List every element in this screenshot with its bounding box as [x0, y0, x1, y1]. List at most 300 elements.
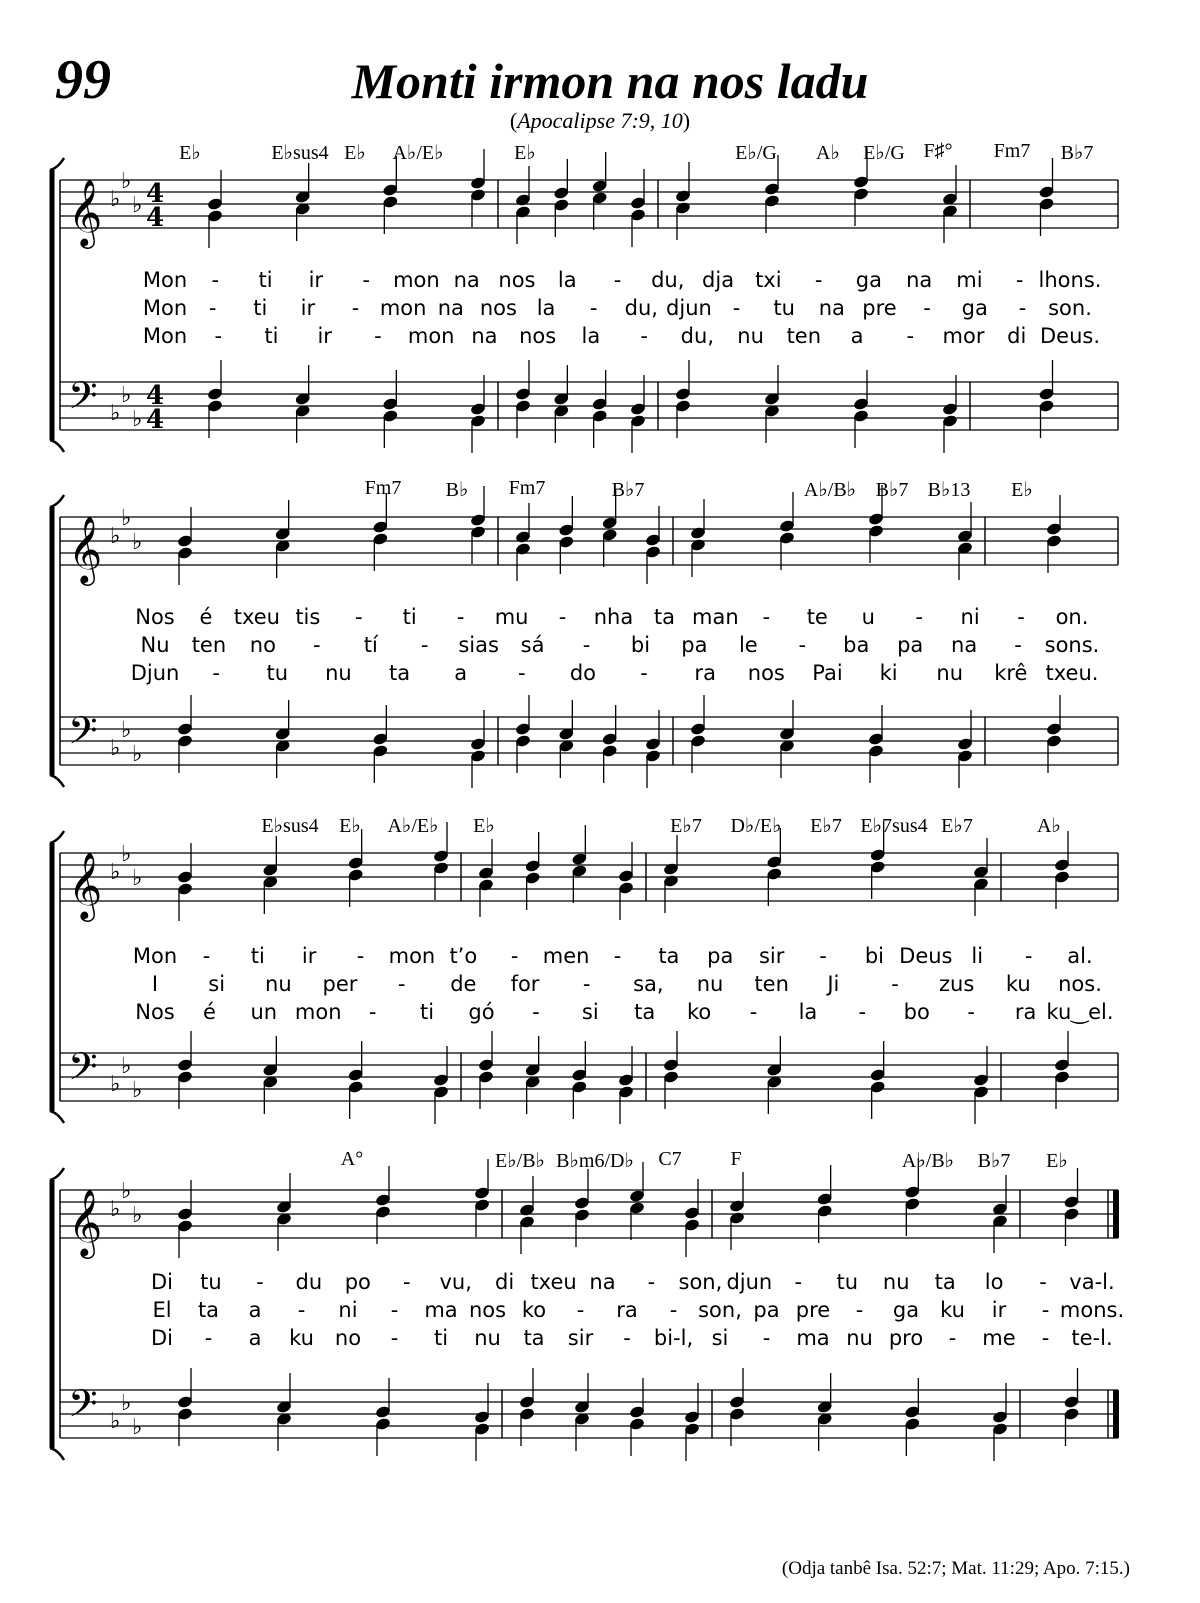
key-flat-icon: ♭ — [132, 193, 143, 218]
syllable-hyphen: - — [915, 605, 923, 629]
lyric-syllable: txi — [755, 268, 782, 292]
lyric-syllable: Mon — [132, 944, 178, 968]
syllable-hyphen: - — [819, 944, 827, 968]
syllable-hyphen: - — [623, 1326, 631, 1350]
chord-symbol: Fm7 — [508, 477, 546, 499]
lyric-syllable: mon — [407, 324, 455, 348]
lyric-syllable: son, — [698, 1298, 742, 1322]
treble-clef-icon: 𝄞 — [68, 178, 103, 246]
syllable-hyphen: - — [211, 268, 220, 292]
bass-clef-icon: 𝄢 — [68, 373, 98, 427]
lyric-syllable: ir — [317, 324, 332, 348]
bracket-hook — [50, 495, 64, 507]
lyric-syllable: me — [982, 1326, 1016, 1350]
key-flat-icon: ♭ — [121, 383, 132, 408]
lyric-syllable: nu — [265, 972, 292, 996]
syllable-hyphen: - — [613, 944, 622, 968]
syllable-hyphen: - — [402, 1270, 411, 1294]
chord-symbol: B♭13 — [927, 479, 971, 501]
chord-symbol: E♭7 — [670, 815, 702, 837]
lyric-syllable: ma — [424, 1298, 458, 1322]
lyric-syllable: sá — [520, 633, 545, 657]
lyric-syllable: ti — [253, 296, 268, 320]
lyric-syllable: ba — [843, 633, 870, 657]
syllable-hyphen: - — [202, 944, 211, 968]
lyric-syllable: di — [495, 1270, 515, 1294]
chord-symbol: E♭sus4 — [271, 142, 329, 164]
bracket-hook — [50, 440, 64, 452]
lyric-syllable: mon — [379, 296, 427, 320]
syllable-hyphen: - — [390, 1298, 399, 1322]
lyric-syllable: txeu. — [1045, 661, 1099, 685]
syllable-hyphen: - — [1024, 944, 1033, 968]
chord-symbol: A♭/E♭ — [392, 142, 444, 164]
syllable-hyphen: - — [647, 1270, 656, 1294]
syllable-hyphen: - — [368, 1000, 377, 1024]
lyric-syllable: la — [536, 296, 556, 320]
syllable-hyphen: - — [532, 1000, 540, 1024]
lyric-syllable: a — [248, 1298, 262, 1322]
syllable-hyphen: - — [354, 605, 363, 629]
syllable-hyphen: - — [732, 296, 741, 320]
lyric-syllable: ta — [523, 1326, 545, 1350]
lyric-syllable: pro — [888, 1326, 924, 1350]
syllable-hyphen: - — [1041, 1298, 1050, 1322]
chord-symbol: E♭/G — [863, 142, 905, 164]
syllable-hyphen: - — [858, 1000, 867, 1024]
bass-clef-icon: 𝄢 — [68, 1044, 98, 1098]
syllable-hyphen: - — [1015, 268, 1024, 292]
chord-symbol: E♭7 — [941, 815, 973, 837]
lyric-syllable: si — [711, 1326, 729, 1350]
final-barline-thick — [1113, 1390, 1119, 1438]
lyric-syllable: on. — [1055, 605, 1089, 629]
chord-symbol: E♭ — [514, 142, 536, 164]
syllable-hyphen: - — [640, 324, 648, 348]
lyric-syllable: tu — [836, 1270, 859, 1294]
key-flat-icon: ♭ — [121, 1391, 132, 1416]
key-flat-icon: ♭ — [121, 506, 132, 531]
lyric-syllable: ta — [934, 1270, 956, 1294]
syllable-hyphen: - — [589, 296, 598, 320]
bracket-hook — [50, 775, 64, 787]
bass-clef-icon: 𝄢 — [68, 1381, 98, 1435]
bass-clef-icon: 𝄢 — [68, 708, 98, 762]
lyric-syllable: Nos — [135, 1000, 175, 1024]
lyric-syllable: si — [581, 1000, 599, 1024]
final-barline-thick — [1113, 1190, 1119, 1238]
lyric-syllable: ki — [879, 661, 898, 685]
lyric-syllable: nos — [519, 324, 557, 348]
key-flat-icon: ♭ — [132, 1078, 143, 1103]
lyric-syllable: ni — [338, 1298, 358, 1322]
lyric-syllable: ti — [402, 605, 417, 629]
syllable-hyphen: - — [855, 1298, 864, 1322]
lyric-syllable: Mon — [142, 268, 188, 292]
lyric-syllable: tu — [200, 1270, 222, 1294]
lyric-syllable: du — [295, 1270, 323, 1294]
lyric-syllable: du, — [624, 296, 658, 320]
syllable-hyphen: - — [374, 324, 382, 348]
lyric-syllable: nha — [593, 605, 634, 629]
lyric-syllable: sias — [458, 633, 499, 657]
lyric-syllable: per — [322, 972, 358, 996]
syllable-hyphen: - — [390, 1326, 399, 1350]
lyric-syllable: ir — [308, 268, 324, 292]
chord-symbol: A° — [340, 1148, 364, 1170]
lyric-syllable: ko — [521, 1298, 547, 1322]
lyric-syllable: Deus — [899, 944, 953, 968]
lyric-syllable: na — [818, 296, 845, 320]
lyric-syllable: na — [589, 1270, 616, 1294]
lyric-syllable: ku‿el. — [1046, 1000, 1114, 1024]
key-flat-icon: ♭ — [132, 1203, 143, 1228]
key-flat-icon: ♭ — [132, 742, 143, 767]
lyric-syllable: mu — [494, 605, 529, 629]
syllable-hyphen: - — [798, 633, 807, 657]
lyric-syllable: Deus. — [1039, 324, 1101, 348]
lyric-syllable: Djun — [130, 661, 180, 685]
syllable-hyphen: - — [749, 1000, 758, 1024]
lyric-syllable: du, — [651, 268, 685, 292]
syllable-hyphen: - — [214, 324, 223, 348]
syllable-hyphen: - — [518, 661, 526, 685]
chord-symbol: E♭ — [1011, 479, 1033, 501]
bracket-hook — [50, 1168, 64, 1180]
syllable-hyphen: - — [1014, 633, 1022, 657]
lyric-syllable: un — [250, 1000, 278, 1024]
syllable-hyphen: - — [456, 605, 465, 629]
lyric-syllable: sa, — [633, 972, 664, 996]
chord-symbol: E♭ — [344, 142, 366, 164]
lyric-syllable: I — [151, 972, 159, 996]
chord-symbol: E♭sus4 — [261, 815, 319, 837]
lyric-syllable: mor — [942, 324, 985, 348]
syllable-hyphen: - — [923, 296, 931, 320]
chord-symbol: E♭7 — [810, 815, 842, 837]
lyric-syllable: mon — [388, 944, 436, 968]
chord-symbol: E♭ — [339, 815, 361, 837]
key-flat-icon: ♭ — [121, 842, 132, 867]
lyric-syllable: ma — [796, 1326, 830, 1350]
lyric-syllable: no — [249, 633, 276, 657]
lyric-syllable: pa — [753, 1298, 780, 1322]
bracket-hook — [50, 1448, 64, 1460]
lyric-syllable: ra — [694, 661, 716, 685]
treble-clef-icon: 𝄞 — [68, 851, 103, 919]
lyric-syllable: pre — [795, 1298, 831, 1322]
syllable-hyphen: - — [208, 296, 217, 320]
lyric-syllable: pa — [897, 633, 924, 657]
lyric-syllable: Ji — [827, 972, 840, 996]
treble-clef-icon: 𝄞 — [68, 515, 103, 583]
syllable-hyphen: - — [212, 661, 220, 685]
lyric-syllable: al. — [1067, 944, 1093, 968]
syllable-hyphen: - — [582, 972, 591, 996]
lyric-syllable: nos — [498, 268, 536, 292]
lyric-syllable: nos. — [1058, 972, 1102, 996]
lyric-syllable: pre — [862, 296, 897, 320]
bracket-hook — [50, 1111, 64, 1123]
lyric-syllable: pa — [707, 944, 734, 968]
lyric-syllable: ko — [686, 1000, 712, 1024]
syllable-hyphen: - — [1018, 296, 1027, 320]
syllable-hyphen: - — [640, 661, 648, 685]
lyric-syllable: tu — [266, 661, 289, 685]
reference-text: Apocalipse 7:9, 10 — [517, 108, 683, 133]
chord-symbol: E♭/B♭ — [495, 1150, 545, 1172]
key-flat-icon: ♭ — [110, 1197, 121, 1222]
treble-clef-icon: 𝄞 — [68, 1188, 103, 1256]
chord-symbol: B♭m6/D♭ — [556, 1150, 634, 1172]
lyric-syllable: na — [951, 633, 978, 657]
lyric-syllable: ti — [258, 268, 273, 292]
lyric-syllable: nu — [696, 972, 724, 996]
lyric-syllable: El — [152, 1298, 172, 1322]
lyric-syllable: bi — [864, 944, 885, 968]
key-flat-icon: ♭ — [110, 187, 121, 212]
syllable-hyphen: - — [362, 268, 370, 292]
syllable-hyphen: - — [669, 1298, 678, 1322]
syllable-hyphen: - — [794, 1270, 803, 1294]
lyric-syllable: Nu — [140, 633, 170, 657]
syllable-hyphen: - — [814, 268, 823, 292]
lyric-syllable: mi — [956, 268, 983, 292]
syllable-hyphen: - — [397, 972, 406, 996]
chord-symbol: E♭ — [473, 815, 495, 837]
lyric-syllable: ra — [1014, 1000, 1037, 1024]
lyric-syllable: si — [208, 972, 226, 996]
syllable-hyphen: - — [576, 1298, 585, 1322]
key-flat-icon: ♭ — [110, 524, 121, 549]
syllable-hyphen: - — [762, 605, 771, 629]
lyric-syllable: mon — [294, 1000, 342, 1024]
lyric-syllable: ti — [433, 1326, 449, 1350]
lyric-syllable: ta — [653, 605, 675, 629]
chord-symbol: C7 — [658, 1148, 682, 1170]
lyric-syllable: ta — [197, 1298, 220, 1322]
syllable-hyphen: - — [204, 1326, 213, 1350]
lyric-syllable: ti — [250, 944, 265, 968]
lyric-syllable: txeu — [530, 1270, 577, 1294]
chord-symbol: Fm7 — [993, 140, 1031, 162]
lyric-syllable: ten — [191, 633, 227, 657]
syllable-hyphen: - — [891, 972, 899, 996]
lyric-syllable: ti — [420, 1000, 435, 1024]
syllable-hyphen: - — [906, 324, 915, 348]
lyric-syllable: mons. — [1059, 1298, 1125, 1322]
lyric-syllable: sir — [567, 1326, 594, 1350]
key-flat-icon: ♭ — [121, 1054, 132, 1079]
lyric-syllable: bi — [630, 633, 651, 657]
lyric-syllable: man — [692, 605, 739, 629]
syllable-hyphen: - — [582, 633, 591, 657]
lyric-syllable: tu — [773, 296, 795, 320]
lyric-syllable: bo — [903, 1000, 930, 1024]
lyric-syllable: po — [344, 1270, 371, 1294]
lyric-syllable: te — [806, 605, 828, 629]
chord-symbol: B♭ — [445, 479, 469, 501]
key-flat-icon: ♭ — [110, 401, 121, 426]
lyric-syllable: na — [453, 268, 480, 292]
lyric-syllable: va-l. — [1069, 1270, 1115, 1294]
syllable-hyphen: - — [613, 268, 622, 292]
bracket-hook — [50, 831, 64, 843]
lyric-syllable: na — [906, 268, 933, 292]
lyric-syllable: u — [861, 605, 875, 629]
lyric-syllable: nos — [747, 661, 785, 685]
lyric-syllable: sir — [758, 944, 785, 968]
lyric-syllable: nu — [882, 1270, 910, 1294]
lyric-syllable: ga — [855, 268, 882, 292]
syllable-hyphen: - — [297, 1298, 306, 1322]
lyric-syllable: tis — [295, 605, 321, 629]
lyric-syllable: pa — [681, 633, 708, 657]
lyric-syllable: ta — [634, 1000, 656, 1024]
lyric-syllable: Di — [150, 1326, 174, 1350]
syllable-hyphen: - — [967, 1000, 975, 1024]
lyric-syllable: ni — [960, 605, 980, 629]
time-signature: 4 — [146, 179, 165, 209]
key-flat-icon: ♭ — [121, 1179, 132, 1204]
lyric-syllable: a — [454, 661, 468, 685]
syllable-hyphen: - — [1039, 1270, 1047, 1294]
lyric-syllable: é — [199, 605, 213, 629]
lyric-syllable: ir — [991, 1298, 1007, 1322]
lyric-syllable: son, — [678, 1270, 723, 1294]
lyric-syllable: nos — [468, 1298, 507, 1322]
lyric-syllable: ta — [658, 944, 680, 968]
lyric-syllable: li — [971, 944, 984, 968]
lyric-syllable: ten — [786, 324, 822, 348]
chord-symbol: A♭/E♭ — [387, 815, 439, 837]
chord-symbol: E♭ — [1046, 1150, 1068, 1172]
chord-symbol: A♭/B♭ — [803, 479, 857, 501]
lyric-syllable: la — [798, 1000, 818, 1024]
lyric-syllable: ta — [388, 661, 411, 685]
key-flat-icon: ♭ — [132, 407, 143, 432]
lyric-syllable: no — [334, 1326, 362, 1350]
lyric-syllable: na — [437, 296, 464, 320]
key-flat-icon: ♭ — [121, 718, 132, 743]
key-flat-icon: ♭ — [110, 1072, 121, 1097]
hymn-title: Monti irmon na nos ladu — [351, 53, 869, 109]
lyric-syllable: a — [248, 1326, 262, 1350]
footer-references: (Odja tanbê Isa. 52:7; Mat. 11:29; Apo. 7:15.) — [781, 1558, 1130, 1579]
lyric-syllable: Di — [150, 1270, 174, 1294]
key-flat-icon: ♭ — [132, 1415, 143, 1440]
lyric-syllable: nu — [936, 661, 964, 685]
chord-symbol: A♭/B♭ — [901, 1150, 955, 1172]
lyric-syllable: t’o — [449, 944, 478, 968]
lyric-syllable: le — [738, 633, 758, 657]
chord-symbol: D♭/E♭ — [730, 815, 782, 837]
lyric-syllable: de — [450, 972, 477, 996]
lyric-syllable: mon — [393, 268, 440, 292]
hymn-reference: (Apocalipse 7:9, 10) — [509, 108, 691, 133]
lyric-syllable: te-l. — [1071, 1326, 1113, 1350]
lyric-syllable: nu — [737, 324, 764, 348]
chord-symbol: E♭ — [179, 142, 201, 164]
syllable-hyphen: - — [256, 1270, 264, 1294]
key-flat-icon: ♭ — [121, 169, 132, 194]
time-signature: 4 — [146, 405, 165, 435]
lyric-syllable: nu — [474, 1326, 501, 1350]
key-flat-icon: ♭ — [110, 1409, 121, 1434]
chord-symbol: A♭ — [816, 142, 840, 164]
chord-symbol: A♭ — [1037, 815, 1061, 837]
chord-symbol: E♭7sus4 — [860, 815, 928, 837]
lyric-syllable: djun — [666, 296, 712, 320]
lyric-syllable: men — [542, 944, 590, 968]
lyric-syllable: la — [581, 324, 601, 348]
lyric-syllable: Mon — [142, 296, 188, 320]
chord-symbol: F♯° — [923, 140, 953, 162]
syllable-hyphen: - — [420, 633, 429, 657]
syllable-hyphen: - — [1017, 605, 1025, 629]
syllable-hyphen: - — [510, 944, 519, 968]
lyric-syllable: for — [510, 972, 540, 996]
lyric-syllable: nu — [325, 661, 352, 685]
lyric-syllable: ku — [289, 1326, 314, 1350]
lyric-syllable: ra — [616, 1298, 638, 1322]
lyric-syllable: Mon — [142, 324, 188, 348]
lyric-syllable: dja — [702, 268, 735, 292]
lyric-syllable: bi-l, — [653, 1326, 694, 1350]
lyric-syllable: krê — [994, 661, 1028, 685]
lyric-syllable: Nos — [135, 605, 175, 629]
syllable-hyphen: - — [351, 296, 360, 320]
lyric-syllable: txeu — [233, 605, 280, 629]
lyric-syllable: ten — [754, 972, 789, 996]
lyric-syllable: nos — [479, 296, 517, 320]
lyric-syllable: Pai — [812, 661, 843, 685]
lyric-syllable: ir — [300, 296, 316, 320]
lyric-syllable: gó — [468, 1000, 495, 1024]
lyric-syllable: vu, — [439, 1270, 472, 1294]
syllable-hyphen: - — [558, 605, 567, 629]
chord-symbol: Fm7 — [364, 477, 402, 499]
syllable-hyphen: - — [762, 1326, 771, 1350]
lyric-syllable: ku — [1005, 972, 1031, 996]
lyric-syllable: zus — [939, 972, 975, 996]
syllable-hyphen: - — [948, 1326, 957, 1350]
chord-symbol: B♭7 — [1060, 142, 1094, 164]
key-flat-icon: ♭ — [110, 860, 121, 885]
lyric-syllable: na — [471, 324, 498, 348]
lyric-syllable: é — [202, 1000, 216, 1024]
lyric-syllable: djun — [726, 1270, 773, 1294]
key-flat-icon: ♭ — [110, 736, 121, 761]
chord-symbol: E♭/G — [735, 142, 777, 164]
lyric-syllable: sons. — [1044, 633, 1100, 657]
time-signature: 4 — [146, 381, 165, 411]
lyric-syllable: nu — [846, 1326, 873, 1350]
bracket-hook — [50, 158, 64, 170]
lyric-syllable: son. — [1048, 296, 1092, 320]
lyric-syllable: ku — [940, 1298, 965, 1322]
hymn-number: 99 — [55, 49, 111, 111]
lyric-syllable: du, — [680, 324, 715, 348]
syllable-hyphen: - — [1041, 1326, 1050, 1350]
chord-symbol: B♭7 — [977, 1150, 1011, 1172]
syllable-hyphen: - — [313, 633, 321, 657]
lyric-syllable: lo — [984, 1270, 1004, 1294]
lyric-syllable: lhons. — [1038, 268, 1102, 292]
lyric-syllable: ti — [264, 324, 279, 348]
lyric-syllable: la — [557, 268, 577, 292]
lyric-syllable: ga — [961, 296, 988, 320]
